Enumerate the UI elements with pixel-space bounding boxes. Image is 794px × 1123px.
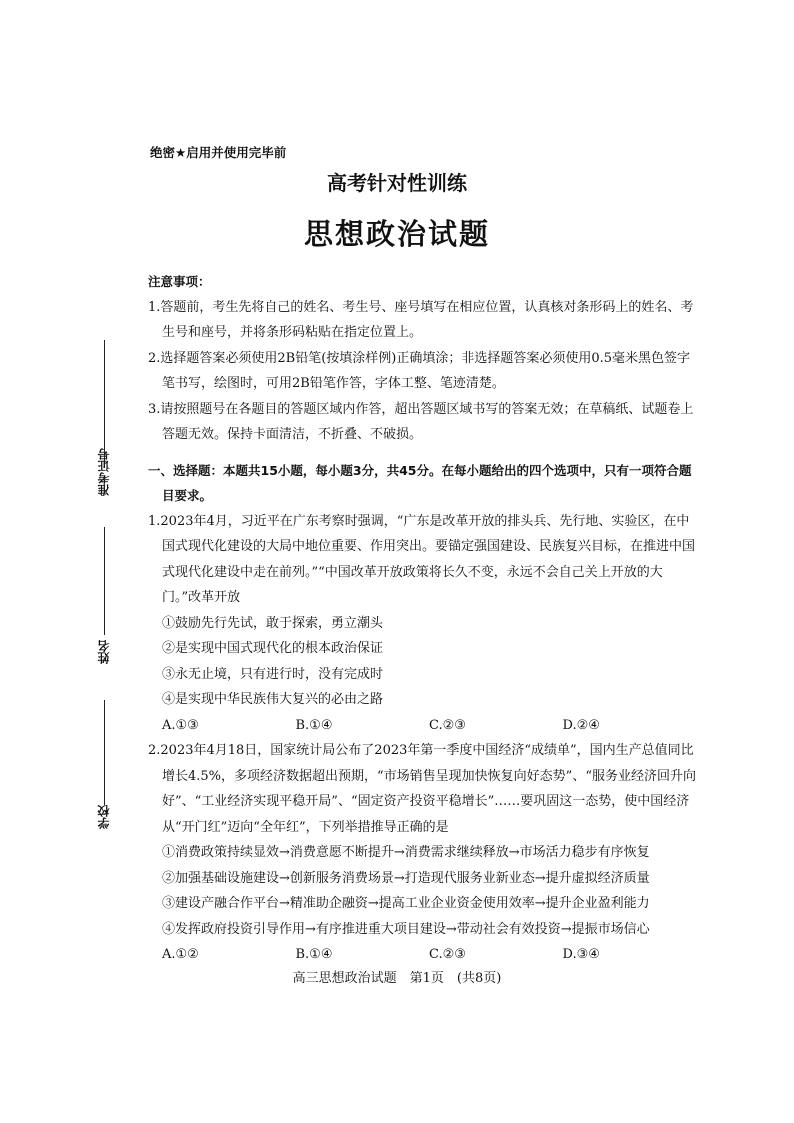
choice-b: B.①④ <box>295 717 333 733</box>
exam-content <box>148 269 696 968</box>
school-label: 学校 <box>97 805 111 829</box>
notice-item: 3.请按照题号在各题目的答题区域内作答，超出答题区域书写的答案无效；在草稿纸、试题卷上答题无效。保持卡面清洁，不折叠、不破损。 <box>148 401 694 442</box>
question-2-option: ③建设产融合作平台→精准助企融资→提高工业企业资金使用效率→提升企业盈利能力 <box>162 896 650 911</box>
question-1-option: ④是实现中华民族伟大复兴的必由之路 <box>162 692 384 707</box>
notice-heading: 注意事项： <box>148 274 211 289</box>
page-footer: 高三思想政治试题 第1页 (共8页) <box>292 971 502 986</box>
question-2-stem: 2.2023年4月18日，国家统计局公布了2023年第一季度中国经济“成绩单”，国内生产总值同比增长4.5%，多项经济数据超出预期，“市场销售呈现加快恢复向好态势”、“服务业经济回升向好”、“工业经济实现平稳开局”、“固定资产投资平稳增长”……要巩固这一态势，使中国经济从“开门红”迈向“全年红”，下列举措推导正确的是 <box>148 743 696 835</box>
subject-title: 思想政治试题 <box>303 217 490 251</box>
notice-item: 1.答题前，考生先将自己的姓名、考生号、座号填写在相应位置，认真核对条形码上的姓名、考生号和座号，并将条形码粘贴在指定位置上。 <box>148 299 694 340</box>
question-1-stem: 1.2023年4月，习近平在广东考察时强调，“广东是改革开放的排头兵、先行地、实验区，在中国式现代化建设的大局中地位重要、作用突出。要锚定强国建设、民族复兴目标，在推进中国式现代化建设中走在前列。”“中国改革开放政策将长久不变，永远不会自己关上开放的大门。”改革开放 <box>148 513 696 605</box>
choice-c: C.②③ <box>429 717 466 733</box>
question-1-option: ①鼓励先行先试，敢于探索，勇立潮头 <box>162 615 384 631</box>
choice-a: A.①② <box>162 947 199 962</box>
exam-title: 高考针对性训练 <box>327 171 467 195</box>
name-label: 姓名 <box>97 640 111 664</box>
exam-id-label: 准考证号 <box>97 448 111 496</box>
school-line <box>104 700 105 805</box>
question-2-option: ④发挥政府投资引导作用→有序推进重大项目建设→带动社会有效投资→提振市场信心 <box>162 921 650 937</box>
choice-d: D.②④ <box>562 717 600 733</box>
name-line <box>104 527 105 635</box>
secret-mark: 绝密★启用并使用完毕前 <box>150 145 287 160</box>
question-1-option: ③永无止境，只有进行时，没有完成时 <box>162 666 384 682</box>
choice-b: B.①④ <box>295 947 333 962</box>
question-2-option: ②加强基础设施建设→创新服务消费场景→打造现代服务业新业态→提升虚拟经济质量 <box>162 870 650 886</box>
section-heading: 一、选择题：本题共15小题，每小题3分，共45分。在每小题给出的四个选项中，只有一项符合题目要求。 <box>148 462 692 503</box>
choice-a: A.①③ <box>162 717 199 733</box>
question-1-choices <box>148 713 696 739</box>
choice-d: D.③④ <box>562 947 600 962</box>
notice-item: 2.选择题答案必须使用2B铅笔(按填涂样例)正确填涂；非选择题答案必须使用0.5毫米黑色签字笔书写，绘图时，可用2B铅笔作答，字体工整、笔迹清楚。 <box>148 350 691 391</box>
question-2-choices <box>148 942 696 968</box>
question-1-option: ②是实现中国式现代化的根本政治保证 <box>162 641 384 656</box>
choice-c: C.②③ <box>429 947 466 962</box>
question-2-option: ①消费政策持续显效→消费意愿不断提升→消费需求继续释放→市场活力稳步有序恢复 <box>162 845 650 860</box>
